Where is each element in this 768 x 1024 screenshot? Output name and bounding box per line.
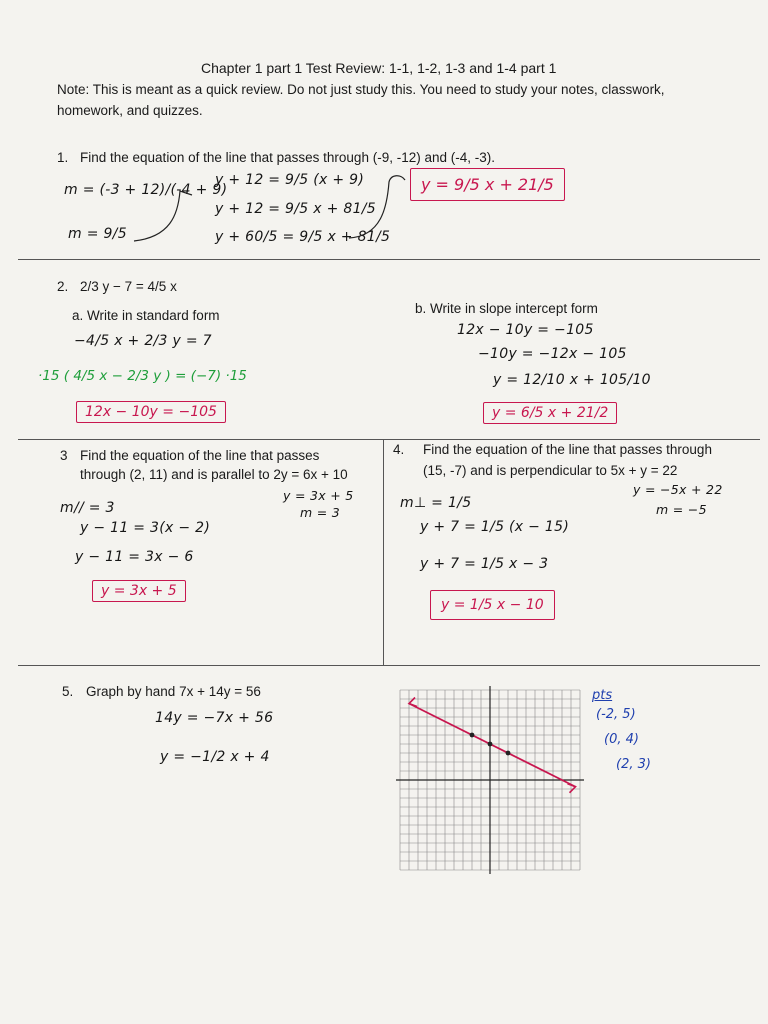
problem3-work2: y − 11 = 3(x − 2) <box>80 520 211 536</box>
divider-2 <box>18 439 760 440</box>
point-2: (0, 4) <box>604 732 639 747</box>
problem2b-label: b. Write in slope intercept form <box>415 301 598 316</box>
divider-vertical <box>383 439 384 665</box>
problem3-work1: m// = 3 <box>60 500 115 516</box>
problem2-equation: 2/3 y − 7 = 4/5 x <box>80 279 177 294</box>
plotted-point <box>488 742 493 747</box>
point-1: (-2, 5) <box>596 707 636 722</box>
note-text: Note: This is meant as a quick review. Do not just study this. You need to study your notes, classwork, homework, and quizzes. <box>57 82 665 118</box>
problem5-number: 5. <box>62 684 74 699</box>
point-3: (2, 3) <box>616 757 651 772</box>
arrow-1 <box>130 185 200 245</box>
problem2b-work3: y = 12/10 x + 105/10 <box>493 372 651 388</box>
plotted-point <box>506 751 511 756</box>
problem5-work1: 14y = −7x + 56 <box>155 710 274 726</box>
problem1-slope-result: m = 9/5 <box>68 226 127 242</box>
problem2a-label: a. Write in standard form <box>72 308 220 323</box>
problem5-prompt: Graph by hand 7x + 14y = 56 <box>86 684 261 699</box>
divider-3 <box>18 665 760 666</box>
arrow-2 <box>345 172 415 244</box>
problem1-answer: y = 9/5 x + 21/5 <box>410 168 565 201</box>
problem2a-work1: −4/5 x + 2/3 y = 7 <box>74 333 212 349</box>
problem5-work2: y = −1/2 x + 4 <box>160 749 270 765</box>
problem2b-work2: −10y = −12x − 105 <box>478 346 627 362</box>
points-label: pts <box>592 688 613 703</box>
plotted-point <box>470 733 475 738</box>
problem3-side-slope: m = 3 <box>300 505 341 520</box>
graphed-line <box>409 704 576 787</box>
problem2a-work2: ·15 ( 4/5 x − 2/3 y ) = (−7) ·15 <box>38 368 247 384</box>
problem4-prompt-line2: (15, -7) and is perpendicular to 5x + y = 22 <box>423 463 678 478</box>
problem2-number: 2. <box>57 279 69 294</box>
problem4-side-eq: y = −5x + 22 <box>633 482 723 497</box>
problem4-work1: m⊥ = 1/5 <box>400 495 472 511</box>
problem1-combine: y + 60/5 = 9/5 x + 81/5 <box>215 229 391 245</box>
problem1-distribute: y + 12 = 9/5 x + 81/5 <box>215 201 376 217</box>
problem4-work2: y + 7 = 1/5 (x − 15) <box>420 519 570 535</box>
problem4-number: 4. <box>393 442 405 457</box>
problem4-prompt-line1: Find the equation of the line that passes through <box>423 442 712 457</box>
problem4-work3: y + 7 = 1/5 x − 3 <box>420 556 549 572</box>
coordinate-grid <box>395 685 585 875</box>
problem4-answer: y = 1/5 x − 10 <box>430 590 555 620</box>
problem3-number: 3 <box>60 448 68 463</box>
divider-1 <box>18 259 760 260</box>
problem3-answer: y = 3x + 5 <box>92 580 186 602</box>
problem2b-answer: y = 6/5 x + 21/2 <box>483 402 617 424</box>
problem1-prompt: Find the equation of the line that passes through (-9, -12) and (-4, -3). <box>80 150 495 165</box>
problem3-work3: y − 11 = 3x − 6 <box>75 549 194 565</box>
problem1-slope-work: m = (-3 + 12)/(-4 + 9) <box>64 182 228 198</box>
problem3-prompt-line2: through (2, 11) and is parallel to 2y = 6x + 10 <box>80 467 348 482</box>
line-arrow-right <box>568 784 576 793</box>
problem1-point-slope: y + 12 = 9/5 (x + 9) <box>215 172 365 188</box>
problem1-number: 1. <box>57 150 69 165</box>
problem2b-work1: 12x − 10y = −105 <box>457 322 594 338</box>
problem2a-answer: 12x − 10y = −105 <box>76 401 226 423</box>
page-title: Chapter 1 part 1 Test Review: 1-1, 1-2, 1-3 and 1-4 part 1 <box>201 60 557 76</box>
problem3-prompt-line1: Find the equation of the line that passes <box>80 448 320 463</box>
problem3-side-eq: y = 3x + 5 <box>283 488 354 503</box>
problem4-side-slope: m = −5 <box>656 502 707 517</box>
